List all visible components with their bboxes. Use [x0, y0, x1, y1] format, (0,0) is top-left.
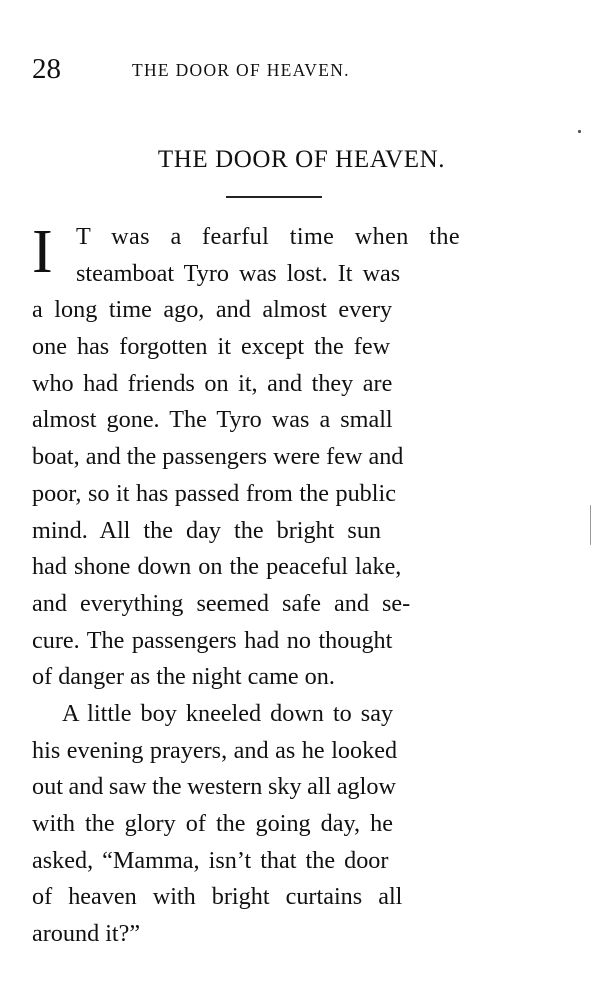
text-line: A little boy kneeled down to say [62, 699, 394, 727]
text-line: out and saw the western sky all aglow [32, 773, 396, 801]
text-line: a long time ago, and almost every [32, 296, 393, 324]
text-line: and everything seemed safe and se- [32, 589, 411, 617]
text-line: around it?” [32, 920, 141, 948]
text-line: who had friends on it, and they are [32, 369, 393, 397]
page-edge-mark [590, 505, 591, 545]
text-line: with the glory of the going day, he [32, 810, 393, 837]
running-title: THE DOOR OF HEAVEN. [132, 60, 350, 80]
running-head [32, 52, 572, 86]
text-line: had shone down on the peaceful lake, [32, 553, 402, 581]
text-line: asked, “Mamma, isn’t that the door [32, 846, 389, 874]
ink-speck [578, 130, 581, 133]
text-line: of danger as the night came on. [32, 663, 335, 691]
body-text [32, 219, 514, 953]
text-line: his evening prayers, and as he looked [32, 736, 398, 764]
text-line: poor, so it has passed from the public [32, 479, 396, 507]
title-rule [226, 196, 322, 198]
chapter-title: THE DOOR OF HEAVEN. [157, 146, 446, 173]
page-number: 28 [32, 53, 61, 85]
text-line: boat, and the passengers were few and [32, 443, 404, 471]
text-line: steamboat Tyro was lost. It was [76, 259, 401, 287]
text-line: cure. The passengers had no thought [32, 626, 393, 654]
text-line: T was a fearful time when the [76, 223, 460, 250]
drop-cap: I [32, 218, 53, 286]
text-line: of heaven with bright curtains all [32, 883, 403, 911]
text-line: almost gone. The Tyro was a small [32, 406, 393, 434]
text-line: mind. All the day the bright sun [32, 516, 382, 544]
text-line: one has forgotten it except the few [32, 333, 391, 361]
